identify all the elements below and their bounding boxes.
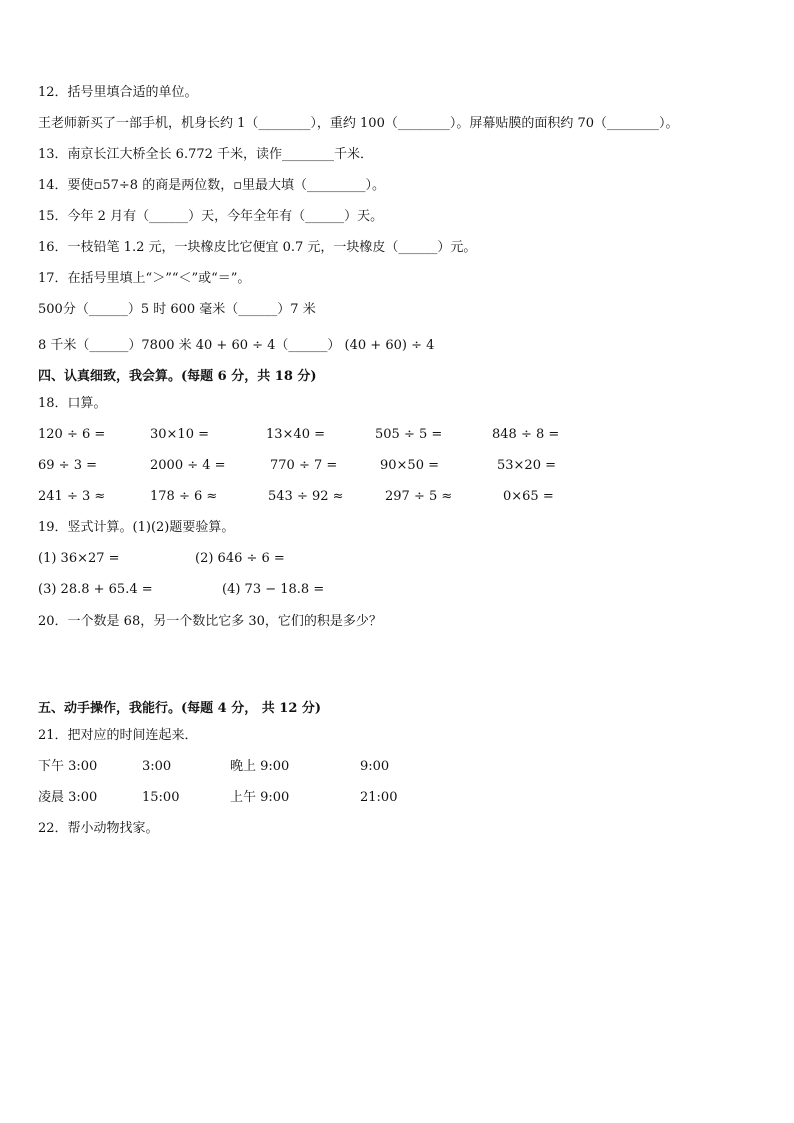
q21-time: 上午 9:00 — [230, 790, 290, 805]
q18-cell: 69 ÷ 3 = — [38, 458, 97, 473]
q12-text: 王老师新买了一部手机，机身长约 1（________），重约 100（________）。屏幕贴膜的面积约 70（________）。 — [38, 116, 679, 131]
q13-text: 13．南京长江大桥全长 6.772 千米，读作________千米． — [38, 147, 374, 162]
q18-cell: 178 ÷ 6 ≈ — [150, 489, 218, 504]
q21-time: 21:00 — [360, 790, 398, 805]
q18-cell: 0×65 = — [503, 489, 554, 504]
q18-title: 18．口算。 — [38, 396, 107, 411]
q21-time: 凌晨 3:00 — [38, 790, 98, 805]
q18-cell: 30×10 = — [150, 427, 210, 442]
q19-item: (4) 73 − 18.8 = — [222, 582, 325, 597]
q21-time: 15:00 — [142, 790, 180, 805]
q18-cell: 505 ÷ 5 = — [375, 427, 443, 442]
q14-text: 14．要使▫57÷8 的商是两位数，▫里最大填（_________）。 — [38, 178, 386, 193]
q18-cell: 53×20 = — [497, 458, 557, 473]
q21-time: 晚上 9:00 — [230, 759, 290, 774]
q18-cell: 848 ÷ 8 = — [492, 427, 560, 442]
q12-title: 12．括号里填合适的单位。 — [38, 85, 198, 100]
q17-title: 17．在括号里填上“＞”“＜”或“＝”。 — [38, 271, 251, 286]
q15-text: 15．今年 2 月有（______）天，今年全年有（______）天。 — [38, 209, 384, 224]
q21-title: 21．把对应的时间连起来． — [38, 728, 198, 743]
q20-text: 20．一个数是 68，另一个数比它多 30，它们的积是多少？ — [38, 614, 382, 629]
q21-time: 下午 3:00 — [38, 759, 98, 774]
q16-text: 16．一枝铅笔 1.2 元，一块橡皮比它便宜 0.7 元，一块橡皮（______）元。 — [38, 240, 477, 255]
q19-item: (1) 36×27 = — [38, 551, 120, 566]
section-4-heading: 四、认真细致，我会算。(每题 6 分，共 18 分) — [38, 369, 317, 384]
q21-time: 3:00 — [142, 759, 172, 774]
q18-cell: 543 ÷ 92 ≈ — [268, 489, 344, 504]
q17-row-1: 500分（______）5 时 600 毫米（______）7 米 — [38, 302, 316, 317]
q19-item: (2) 646 ÷ 6 = — [195, 551, 285, 566]
section-5-heading: 五、动手操作，我能行。(每题 4 分， 共 12 分) — [38, 701, 322, 716]
q17-row-2: 8 千米（______）7800 米 40 + 60 ÷ 4（______） (40 + 60) ÷ 4 — [38, 338, 435, 353]
q18-cell: 770 ÷ 7 = — [270, 458, 338, 473]
q21-time: 9:00 — [360, 759, 390, 774]
q22-text: 22．帮小动物找家。 — [38, 821, 159, 836]
q18-cell: 297 ÷ 5 ≈ — [385, 489, 453, 504]
q18-cell: 90×50 = — [380, 458, 440, 473]
q18-cell: 241 ÷ 3 ≈ — [38, 489, 106, 504]
q18-cell: 2000 ÷ 4 = — [150, 458, 226, 473]
q19-item: (3) 28.8 + 65.4 = — [38, 582, 153, 597]
q18-cell: 13×40 = — [266, 427, 326, 442]
q19-title: 19．竖式计算。(1)(2)题要验算。 — [38, 520, 235, 535]
q18-cell: 120 ÷ 6 = — [38, 427, 106, 442]
